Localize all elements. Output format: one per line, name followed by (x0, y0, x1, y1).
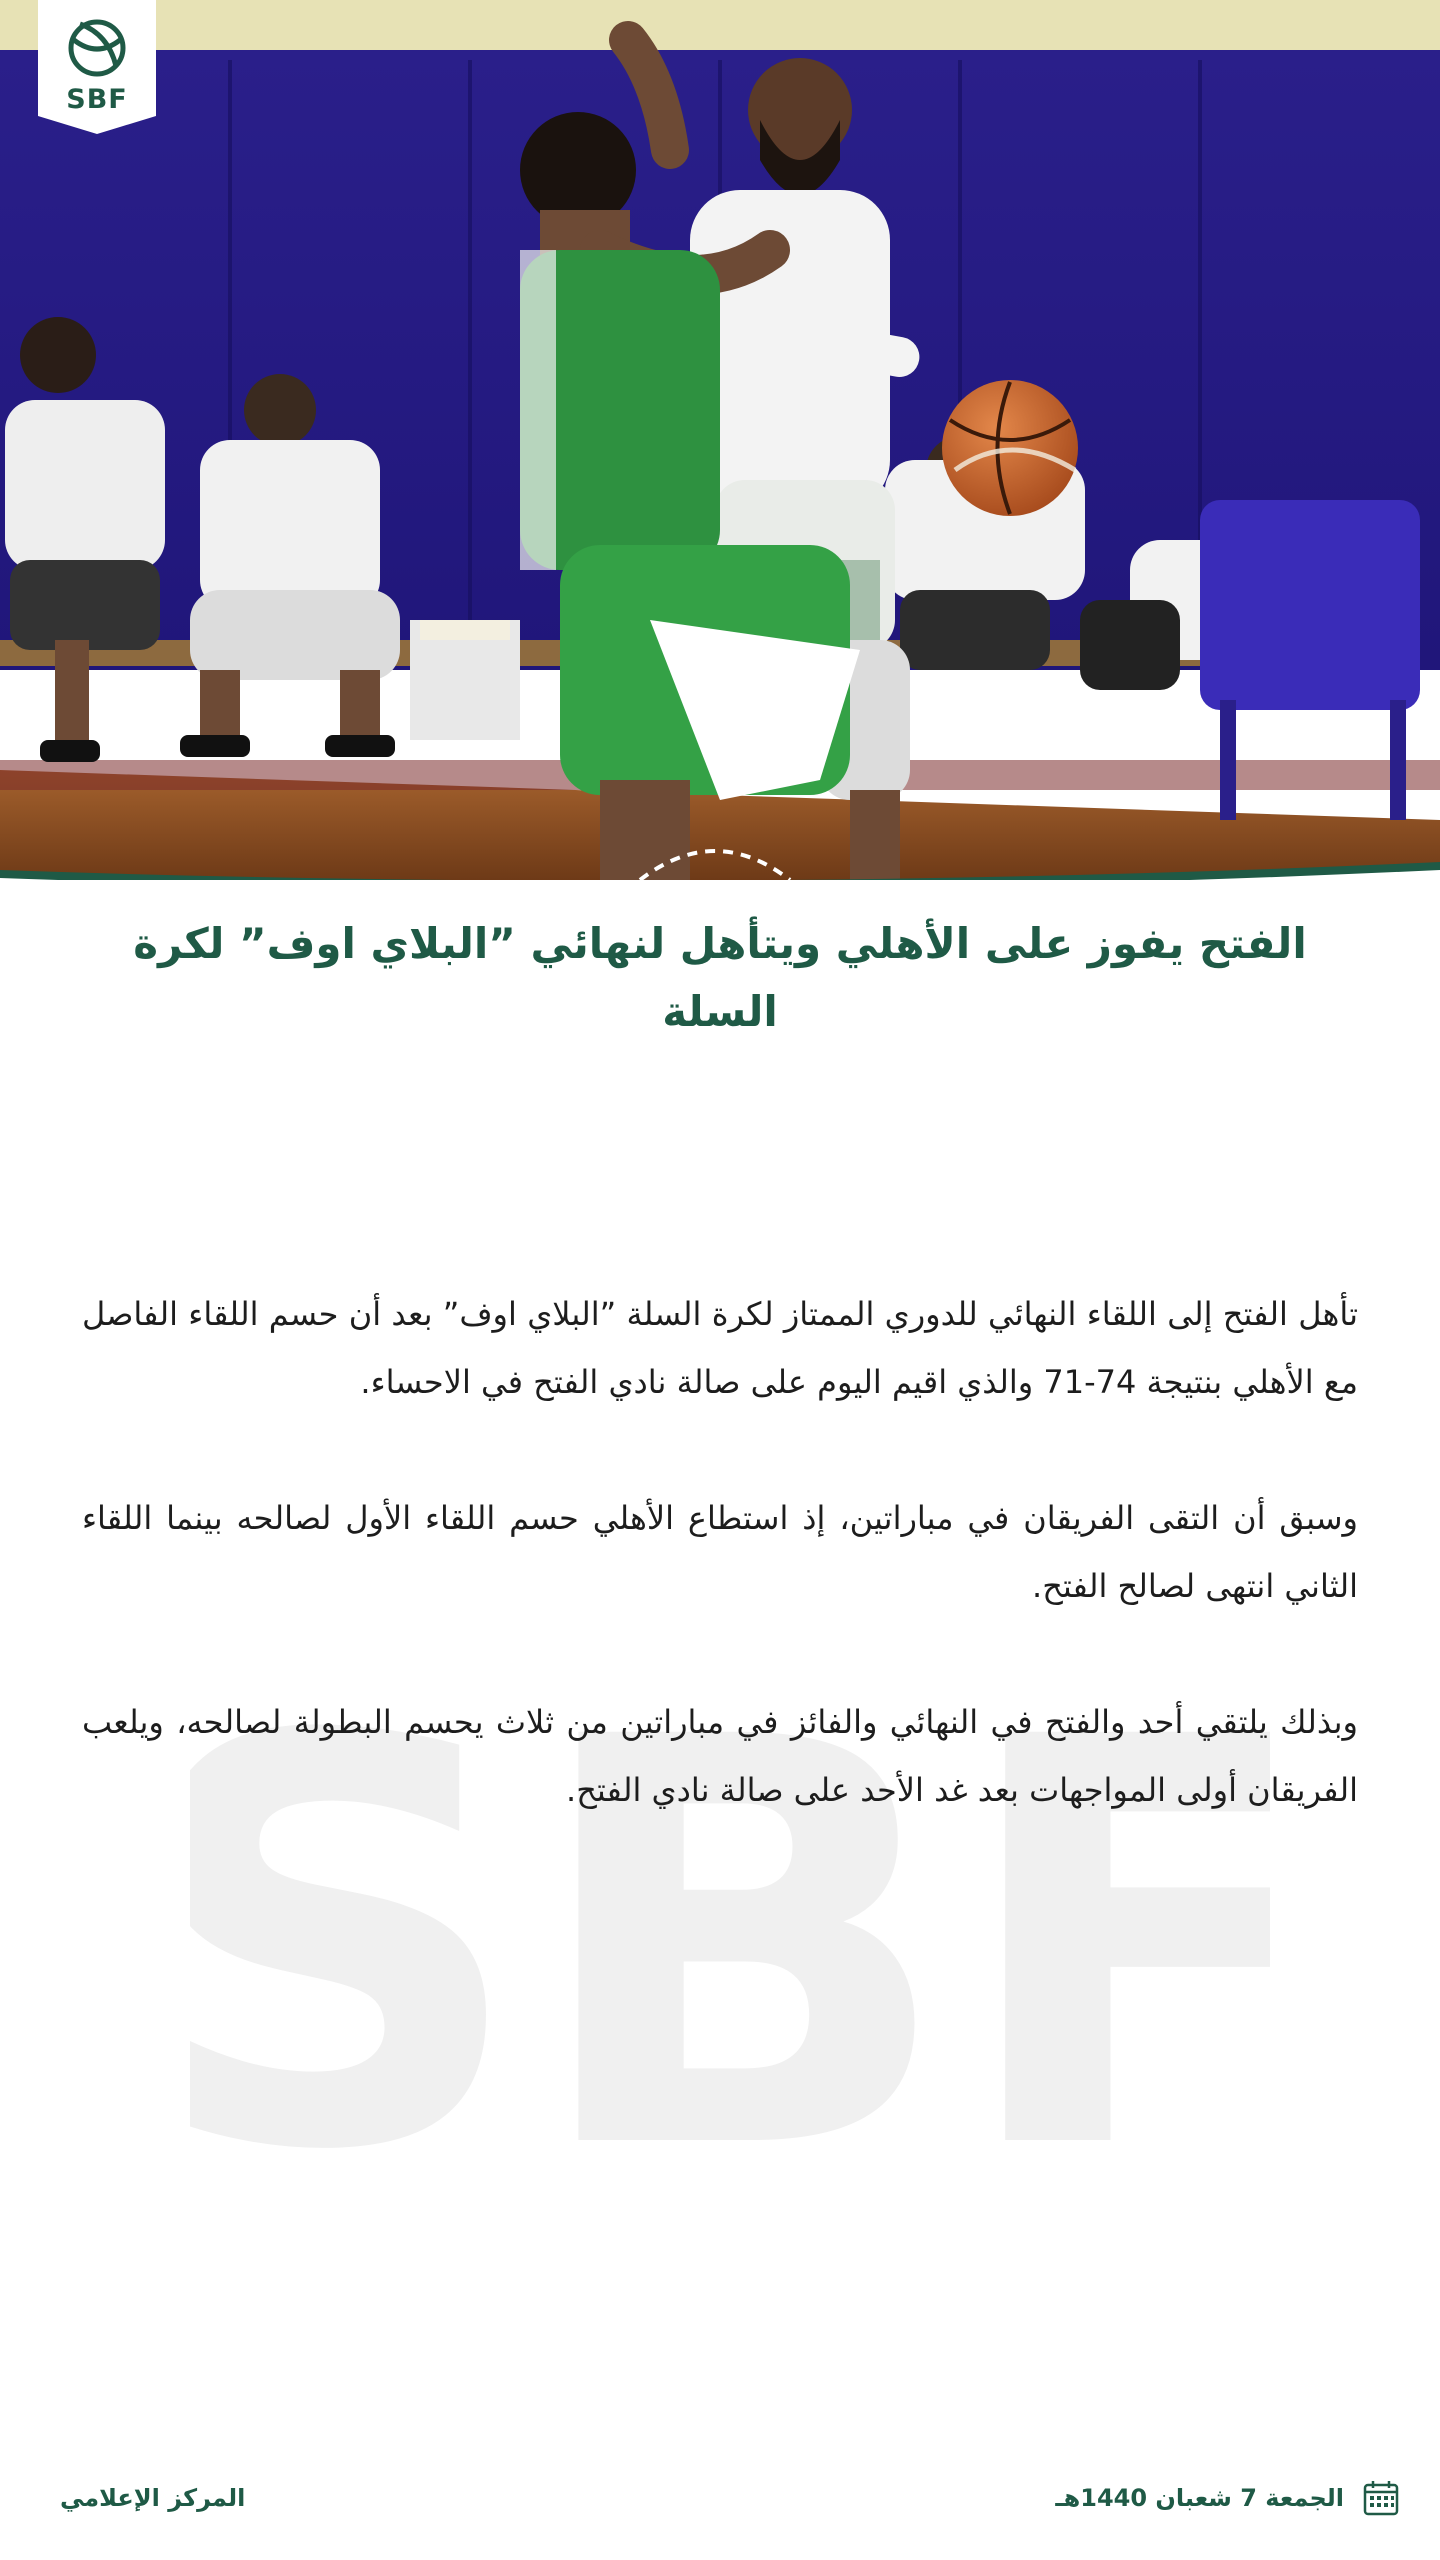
sbf-logo (38, 0, 156, 134)
watermark-text: SBF (190, 1700, 1270, 2180)
footer-date-group (1055, 2479, 1400, 2517)
article-paragraph: وبذلك يلتقي أحد والفتح في النهائي والفائز في مباراتين من ثلاث يحسم البطولة لصالحه، ويلعب الفريقان أولى المواجهات بعد غد الأحد على صالة نادي الفتح. (82, 1703, 1358, 1809)
sbf-logo-text: SBF (66, 84, 128, 115)
footer-source[interactable]: المركز الإعلامي (60, 2484, 246, 2512)
article-body (82, 1280, 1358, 1892)
article-paragraph: تأهل الفتح إلى اللقاء النهائي للدوري الممتاز لكرة السلة ”البلاي اوف” بعد أن حسم اللقاء الفاصل مع الأهلي بنتيجة 74-71 والذي اقيم اليوم على صالة نادي الفتح في الاحساء. (82, 1295, 1358, 1401)
footer-date: الجمعة 7 شعبان 1440هـ (1055, 2484, 1344, 2512)
article-title: الفتح يفوز على الأهلي ويتأهل لنهائي ”البلاي اوف” لكرة السلة (133, 919, 1307, 1036)
hero-image (0, 0, 1440, 880)
article-paragraph: وسبق أن التقى الفريقان في مباراتين، إذ استطاع الأهلي حسم اللقاء الأول لصالحه بينما اللقاء الثاني انتهى لصالح الفتح. (82, 1499, 1358, 1605)
footer (60, 2470, 1400, 2526)
calendar-icon (1362, 2479, 1400, 2517)
